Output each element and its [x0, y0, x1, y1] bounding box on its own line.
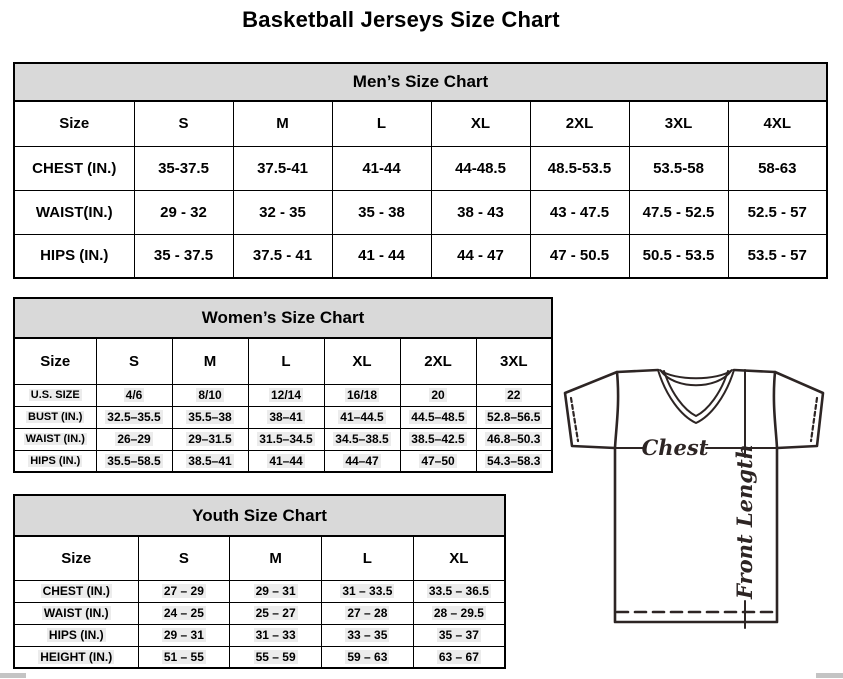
size-value-cell: 20: [400, 384, 476, 406]
size-value-cell: 16/18: [324, 384, 400, 406]
size-value-cell: 46.8–50.3: [476, 428, 552, 450]
size-value-cell: 44 - 47: [431, 234, 530, 278]
size-value-cell: 29 - 32: [134, 190, 233, 234]
row-label: HIPS (IN.): [14, 234, 134, 278]
size-value-cell: 31.5–34.5: [248, 428, 324, 450]
column-header: 3XL: [629, 101, 728, 146]
column-header: XL: [324, 338, 400, 384]
size-value-cell: 47.5 - 52.5: [629, 190, 728, 234]
column-header: Size: [14, 338, 96, 384]
collar-back-arc-upper: [660, 370, 732, 378]
size-value-cell: 31 – 33.5: [322, 580, 414, 602]
table-row: [14, 646, 505, 668]
row-label: U.S. SIZE: [14, 384, 96, 406]
table-row: [14, 384, 552, 406]
size-value-cell: 41-44: [332, 146, 431, 190]
table-row: [14, 234, 827, 278]
left-cuff-dashed-line: [571, 398, 578, 441]
size-value-cell: 51 – 55: [138, 646, 230, 668]
size-value-cell: 44–47: [324, 450, 400, 472]
size-value-cell: 53.5-58: [629, 146, 728, 190]
size-value-cell: 8/10: [172, 384, 248, 406]
column-header: 4XL: [728, 101, 827, 146]
size-value-cell: 35.5–58.5: [96, 450, 172, 472]
size-value-cell: 35.5–38: [172, 406, 248, 428]
size-value-cell: 58-63: [728, 146, 827, 190]
size-value-cell: 43 - 47.5: [530, 190, 629, 234]
size-value-cell: 35 – 37: [413, 624, 505, 646]
size-value-cell: 31 – 33: [230, 624, 322, 646]
size-value-cell: 32 - 35: [233, 190, 332, 234]
size-value-cell: 41–44.5: [324, 406, 400, 428]
row-label: BUST (IN.): [14, 406, 96, 428]
table-title-row: [14, 495, 505, 536]
column-header-row: [14, 536, 505, 580]
column-header: XL: [413, 536, 505, 580]
column-header: S: [96, 338, 172, 384]
size-value-cell: 54.3–58.3: [476, 450, 552, 472]
size-value-cell: 35 - 38: [332, 190, 431, 234]
size-value-cell: 35 - 37.5: [134, 234, 233, 278]
size-value-cell: 48.5-53.5: [530, 146, 629, 190]
size-value-cell: 38.5–41: [172, 450, 248, 472]
size-value-cell: 38–41: [248, 406, 324, 428]
size-value-cell: 44.5–48.5: [400, 406, 476, 428]
size-value-cell: 37.5-41: [233, 146, 332, 190]
chest-label: Chest: [641, 435, 709, 460]
front-length-label: Front Length: [732, 444, 757, 599]
size-value-cell: 29 – 31: [230, 580, 322, 602]
table-row: [14, 580, 505, 602]
size-value-cell: 12/14: [248, 384, 324, 406]
size-value-cell: 34.5–38.5: [324, 428, 400, 450]
row-label: CHEST (IN.): [14, 580, 138, 602]
size-value-cell: 44-48.5: [431, 146, 530, 190]
size-value-cell: 53.5 - 57: [728, 234, 827, 278]
size-value-cell: 55 – 59: [230, 646, 322, 668]
column-header: M: [233, 101, 332, 146]
table-row: [14, 602, 505, 624]
size-value-cell: 28 – 29.5: [413, 602, 505, 624]
column-header: 3XL: [476, 338, 552, 384]
size-value-cell: 41–44: [248, 450, 324, 472]
column-header: Size: [14, 536, 138, 580]
row-label: CHEST (IN.): [14, 146, 134, 190]
column-header: 2XL: [530, 101, 629, 146]
size-value-cell: 27 – 28: [322, 602, 414, 624]
size-value-cell: 4/6: [96, 384, 172, 406]
size-value-cell: 35-37.5: [134, 146, 233, 190]
size-value-cell: 47 - 50.5: [530, 234, 629, 278]
jersey-measurement-diagram: [556, 360, 838, 642]
youth-size-table: [13, 494, 506, 669]
size-value-cell: 25 – 27: [230, 602, 322, 624]
size-value-cell: 47–50: [400, 450, 476, 472]
size-value-cell: 26–29: [96, 428, 172, 450]
size-value-cell: 52.5 - 57: [728, 190, 827, 234]
womens-table-title: Women’s Size Chart: [14, 298, 552, 338]
womens-size-table: [13, 297, 553, 473]
size-value-cell: 52.8–56.5: [476, 406, 552, 428]
size-value-cell: 29–31.5: [172, 428, 248, 450]
table-row: [14, 406, 552, 428]
column-header: M: [172, 338, 248, 384]
size-value-cell: 24 – 25: [138, 602, 230, 624]
table-row: [14, 450, 552, 472]
page-title: Basketball Jerseys Size Chart: [242, 7, 560, 32]
row-label: HIPS (IN.): [14, 450, 96, 472]
scrollbar-thumb-right[interactable]: [816, 673, 843, 678]
size-value-cell: 22: [476, 384, 552, 406]
mens-table-title: Men’s Size Chart: [14, 63, 827, 101]
jersey-right-sleeve: [734, 370, 823, 448]
size-value-cell: 32.5–35.5: [96, 406, 172, 428]
column-header: M: [230, 536, 322, 580]
column-header-row: [14, 338, 552, 384]
right-cuff-dashed-line: [811, 398, 817, 441]
size-value-cell: 50.5 - 53.5: [629, 234, 728, 278]
table-title-row: [14, 298, 552, 338]
row-label: WAIST (IN.): [14, 428, 96, 450]
table-row: [14, 146, 827, 190]
size-value-cell: 38 - 43: [431, 190, 530, 234]
column-header: S: [134, 101, 233, 146]
row-label: WAIST (IN.): [14, 602, 138, 624]
table-title-row: [14, 63, 827, 101]
size-value-cell: 63 – 67: [413, 646, 505, 668]
size-value-cell: 33 – 35: [322, 624, 414, 646]
column-header: Size: [14, 101, 134, 146]
table-row: [14, 624, 505, 646]
table-row: [14, 428, 552, 450]
size-value-cell: 37.5 - 41: [233, 234, 332, 278]
size-value-cell: 41 - 44: [332, 234, 431, 278]
size-value-cell: 29 – 31: [138, 624, 230, 646]
scrollbar-thumb-left[interactable]: [0, 673, 26, 678]
row-label: HIPS (IN.): [14, 624, 138, 646]
mens-size-table: [13, 62, 828, 279]
column-header: 2XL: [400, 338, 476, 384]
column-header: L: [248, 338, 324, 384]
row-label: HEIGHT (IN.): [14, 646, 138, 668]
youth-table-title: Youth Size Chart: [14, 495, 505, 536]
column-header: L: [332, 101, 431, 146]
column-header: S: [138, 536, 230, 580]
row-label: WAIST(IN.): [14, 190, 134, 234]
size-value-cell: 38.5–42.5: [400, 428, 476, 450]
table-row: [14, 190, 827, 234]
size-value-cell: 59 – 63: [322, 646, 414, 668]
size-value-cell: 27 – 29: [138, 580, 230, 602]
column-header-row: [14, 101, 827, 146]
size-value-cell: 33.5 – 36.5: [413, 580, 505, 602]
column-header: XL: [431, 101, 530, 146]
column-header: L: [322, 536, 414, 580]
